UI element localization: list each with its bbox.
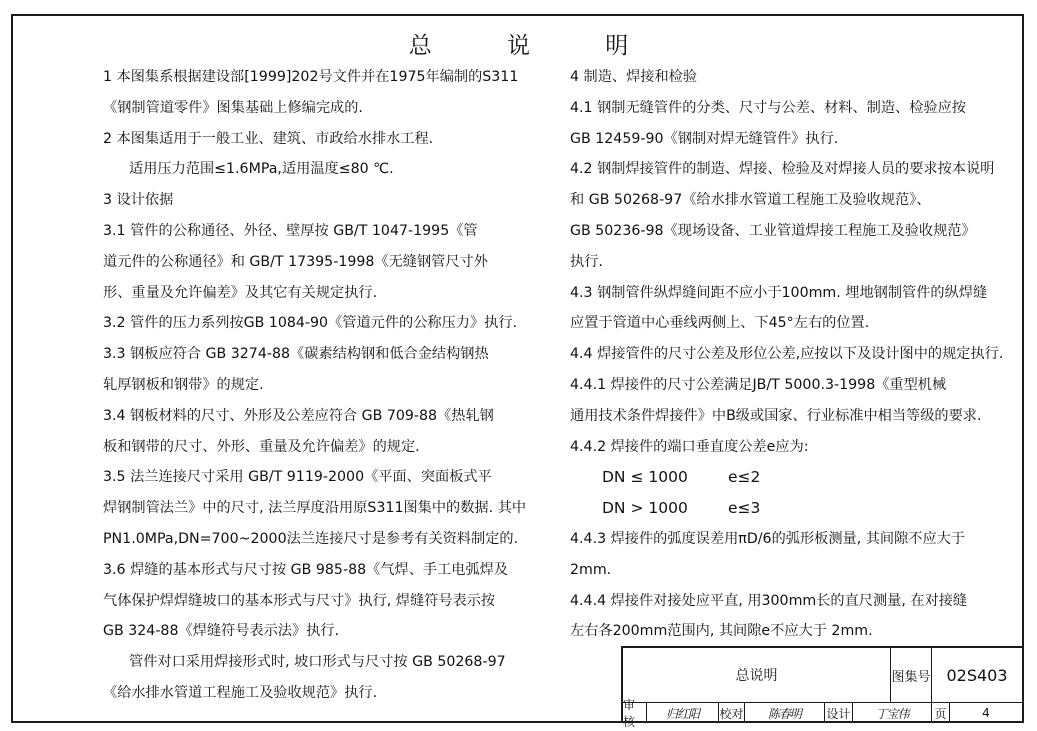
page-label: 页	[932, 703, 950, 723]
atlas-number: 02S403	[932, 648, 1022, 703]
text-line: GB 324-88《焊缝符号表示法》执行.	[103, 623, 340, 640]
page-number: 4	[982, 706, 990, 720]
text-line: 3.4 钢板材料的尺寸、外形及公差应符合 GB 709-88《热轧钢	[103, 407, 494, 424]
text-line: 4.3 钢制管件纵焊缝间距不应小于100mm. 埋地钢制管件的纵焊缝	[570, 284, 988, 301]
design-signature: 丁宝伟	[853, 703, 932, 723]
text-line: 道元件的公称通径》和 GB/T 17395-1998《无缝钢管尺寸外	[103, 253, 488, 270]
text-line: 轧厚钢板和钢带》的规定.	[103, 376, 264, 393]
text-line: 4.4.1 焊接件的尺寸公差满足JB/T 5000.3-1998《重型机械	[570, 376, 947, 393]
page-title: 总 说 明	[408, 33, 663, 59]
text-line: 4.4.2 焊接件的端口垂直度公差e应为:	[570, 438, 809, 455]
text-line: GB 50236-98《现场设备、工业管道焊接工程施工及验收规范》	[570, 222, 976, 239]
tolerance-formula	[570, 493, 980, 524]
right-column	[570, 62, 1004, 647]
right-column-top	[570, 62, 1004, 462]
atlas-label: 图集号	[891, 648, 932, 703]
text-line: 和 GB 50268-97《给水排水管道工程施工及验收规范》、	[570, 192, 931, 209]
text-line: 左右各200mm范围内, 其间隙e不应大于 2mm.	[570, 623, 873, 640]
text-line: 3.3 钢板应符合 GB 3274-88《碳素结构钢和低合金结构钢热	[103, 346, 489, 363]
text-line: PN1.0MPa,DN=700~2000法兰连接尺寸是参考有关资料制定的.	[103, 530, 519, 547]
tolerance-formula	[570, 462, 980, 493]
formula-value: e≤2	[728, 468, 761, 487]
formula-condition: DN ≤ 1000	[602, 468, 688, 487]
text-line: 3.2 管件的压力系列按GB 1084-90《管道元件的公称压力》执行.	[103, 315, 518, 332]
text-line: 管件对口采用焊接形式时, 坡口形式与尺寸按 GB 50268-97	[129, 654, 506, 671]
text-line: 气体保护焊焊缝坡口的基本形式与尺寸》执行, 焊缝符号表示按	[103, 592, 496, 609]
text-line: 执行.	[570, 253, 603, 270]
text-line: 4.4 焊接管件的尺寸公差及形位公差,应按以下及设计图中的规定执行.	[570, 346, 1004, 363]
text-line: 3.1 管件的公称通径、外径、壁厚按 GB/T 1047-1995《管	[103, 222, 478, 239]
text-line: 3.5 法兰连接尺寸采用 GB/T 9119-2000《平面、突面板式平	[103, 469, 492, 486]
text-line: 3 设计依据	[103, 192, 174, 209]
formula-list	[570, 462, 980, 524]
formula-condition: DN > 1000	[602, 499, 688, 518]
check-label: 校对	[719, 703, 745, 723]
text-line: 4.2 钢制焊接管件的制造、焊接、检验及对焊接人员的要求按本说明	[570, 161, 995, 178]
right-column-bottom	[570, 524, 980, 647]
text-line: 焊钢制管法兰》中的尺寸, 法兰厚度沿用原S311图集中的数据. 其中	[103, 500, 527, 517]
drawing-name: 总说明	[623, 648, 891, 703]
text-line: 2 本图集适用于一般工业、建筑、市政给水排水工程.	[103, 130, 434, 147]
text-line: 《给水排水管道工程施工及验收规范》执行.	[103, 684, 378, 701]
text-line: 2mm.	[570, 561, 612, 578]
check-signature: 陈春明	[745, 703, 825, 723]
text-line: 4.1 钢制无缝管件的分类、尺寸与公差、材料、制造、检验应按	[570, 99, 966, 116]
text-line: 形、重量及允许偏差》及其它有关规定执行.	[103, 284, 378, 301]
formula-value: e≤3	[728, 499, 761, 518]
text-line: GB 12459-90《钢制对焊无缝管件》执行.	[570, 130, 839, 147]
text-line: 通用技术条件焊接件》中B级或国家、行业标准中相当等级的要求.	[570, 407, 982, 424]
text-line: 1 本图集系根据建设部[1999]202号文件并在1975年编制的S311	[103, 69, 519, 85]
text-line: 4.4.4 焊接件对接处应平直, 用300mm长的直尺测量, 在对接缝	[570, 592, 968, 609]
review-signature: 归红阳	[647, 703, 719, 723]
text-line: 应置于管道中心垂线两侧上、下45°左右的位置.	[570, 315, 870, 332]
text-line: 《钢制管道零件》图集基础上修编完成的.	[103, 99, 363, 116]
title-block	[621, 646, 1024, 729]
review-label: 审核	[623, 703, 647, 723]
text-line: 4.4.3 焊接件的弧度误差用πD/6的弧形板测量, 其间隙不应大于	[570, 530, 966, 547]
text-line: 4 制造、焊接和检验	[570, 69, 698, 85]
design-label: 设计	[825, 703, 853, 723]
left-column	[103, 62, 527, 709]
text-line: 适用压力范围≤1.6MPa,适用温度≤80 ℃.	[129, 161, 394, 178]
text-line: 3.6 焊缝的基本形式与尺寸按 GB 985-88《气焊、手工电弧焊及	[103, 561, 509, 578]
text-line: 板和钢带的尺寸、外形、重量及允许偏差》的规定.	[103, 438, 420, 455]
